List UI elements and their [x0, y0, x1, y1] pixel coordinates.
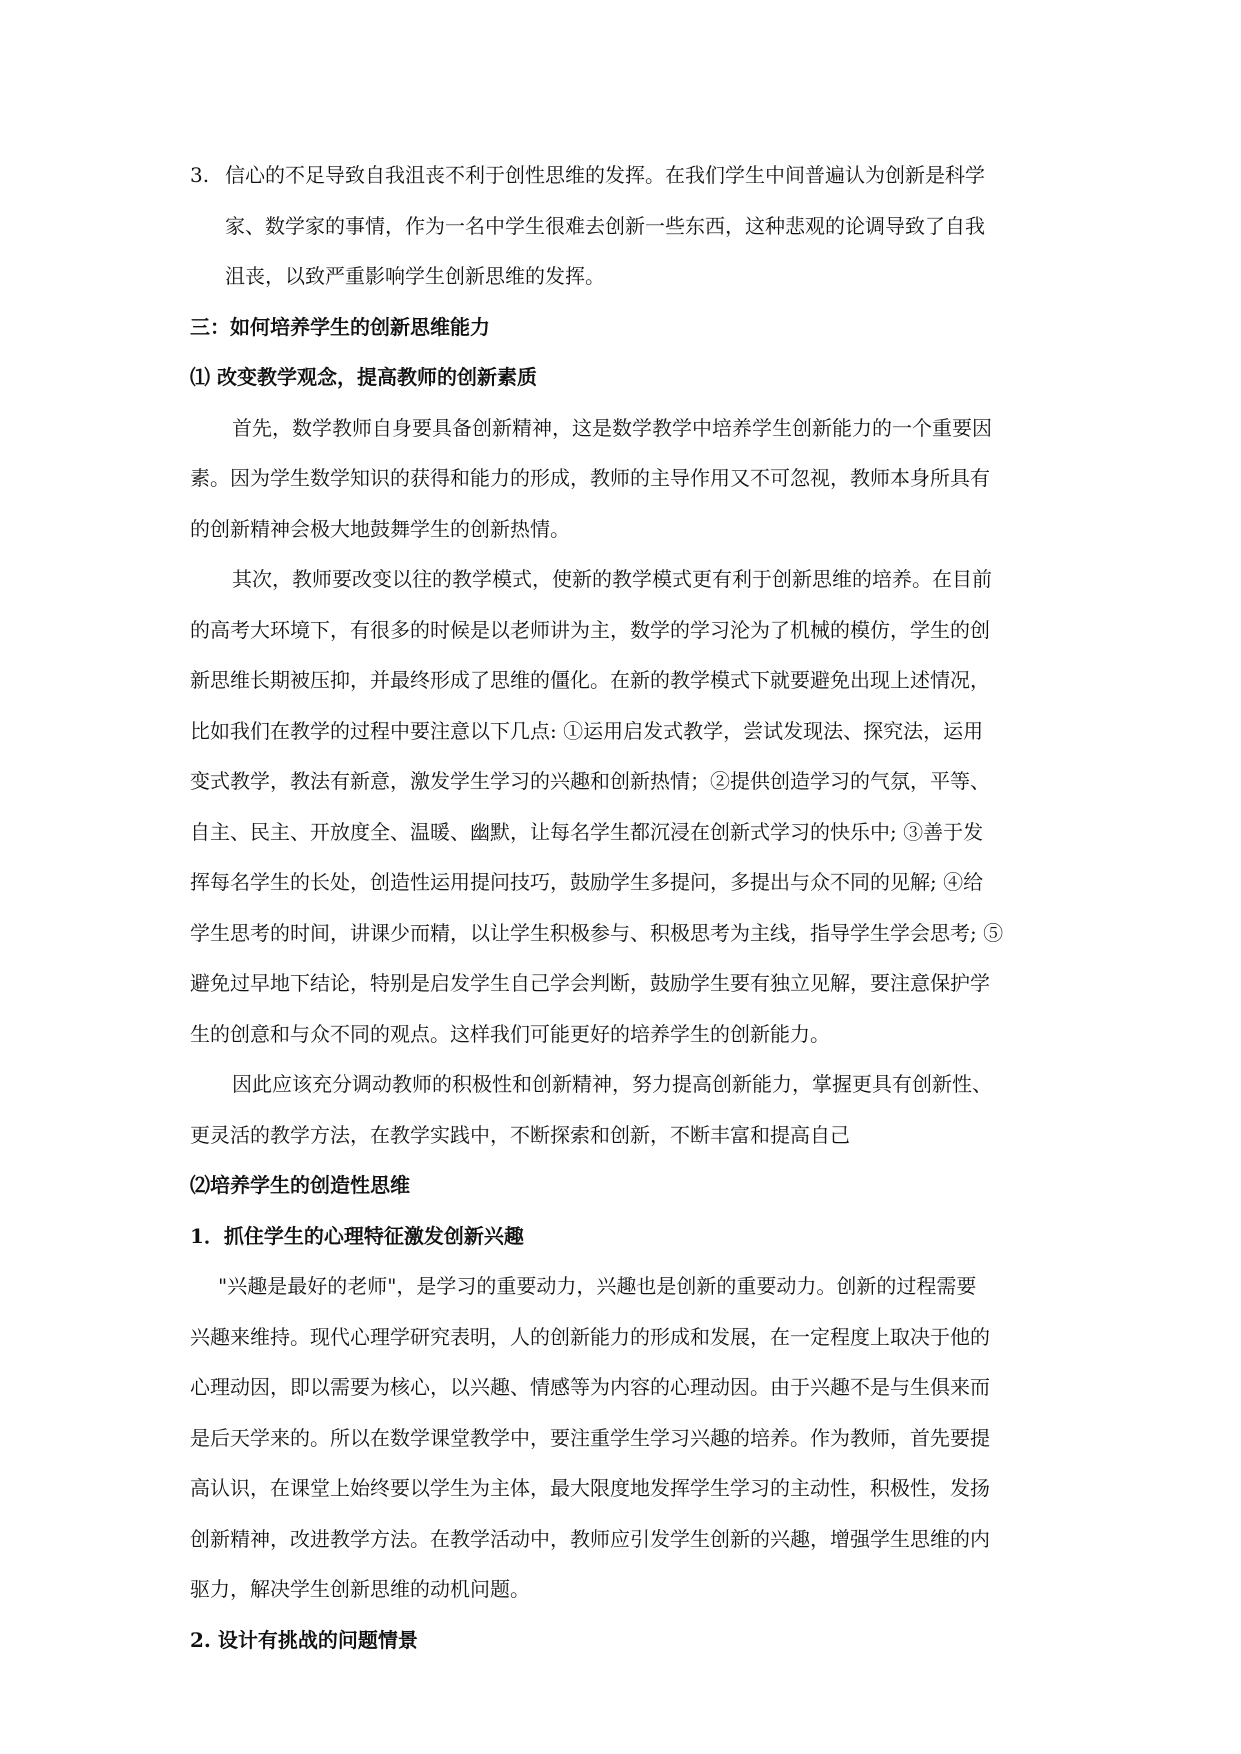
subsection-heading: ⑴ 改变教学观念，提高教师的创新素质	[190, 365, 537, 389]
list-item-3-line	[190, 158, 1050, 193]
document-body	[190, 158, 1050, 1673]
text-line: 家、数学家的事情，作为一名中学生很难去创新一些东西，这种悲观的论调导致了自我	[225, 213, 985, 238]
list-item-number: 3.	[190, 163, 210, 187]
paragraph-line: 心理动因，即以需要为核心，以兴趣、情感等为内容的心理动因。由于兴趣不是与生俱来而	[190, 1375, 990, 1399]
paragraph-line: 的创新精神会极大地鼓舞学生的创新热情。	[190, 516, 570, 541]
paragraph-line: 其次，教师要改变以往的教学模式，使新的教学模式更有利于创新思维的培养。在目前	[232, 567, 992, 591]
paragraph-line: 学生思考的时间，讲课少而精，以让学生积极参与、积极思考为主线，指导学生学会思考; ⑤	[190, 920, 1004, 945]
paragraph-line: 挥每名学生的长处，创造性运用提问技巧，鼓励学生多提问，多提出与众不同的见解; ④给	[190, 870, 984, 894]
paragraph-line: 生的创意和与众不同的观点。这样我们可能更好的培养学生的创新能力。	[190, 1021, 830, 1046]
paragraph-line: 变式教学，教法有新意，激发学生学习的兴趣和创新热情；②提供创造学习的气氛，平等、	[190, 769, 990, 793]
paragraph-line: 的高考大环境下，有很多的时候是以老师讲为主，数学的学习沦为了机械的模仿，学生的创	[190, 617, 990, 642]
paragraph-line: 新思维长期被压抑，并最终形成了思维的僵化。在新的教学模式下就要避免出现上述情况，	[190, 668, 990, 692]
paragraph-line: 高认识，在课堂上始终要以学生为主体，最大限度地发挥学生学习的主动性，积极性，发扬	[190, 1476, 990, 1500]
paragraph-line: 素。因为学生数学知识的获得和能力的形成，教师的主导作用又不可忽视，教师本身所具有	[190, 466, 990, 490]
paragraph-line: 驱力，解决学生创新思维的动机问题。	[190, 1577, 530, 1601]
paragraph-line: 自主、民主、开放度全、温暖、幽默，让每名学生都沉浸在创新式学习的快乐中; ③善于发	[190, 819, 984, 844]
paragraph-line: 首先，数学教师自身要具备创新精神，这是数学教学中培养学生创新能力的一个重要因	[232, 415, 992, 440]
paragraph-line: 因此应该充分调动教师的积极性和创新精神，努力提高创新能力，掌握更具有创新性、	[232, 1072, 992, 1096]
paragraph-line: 兴趣来维持。现代心理学研究表明，人的创新能力的形成和发展，在一定程度上取决于他的	[190, 1324, 990, 1349]
paragraph-line: 比如我们在教学的过程中要注意以下几点: ①运用启发式教学，尝试发现法、探究法，运用	[190, 718, 984, 743]
text-line: 信心的不足导致自我沮丧不利于创性思维的发挥。在我们学生中间普遍认为创新是科学	[225, 163, 985, 187]
paragraph-line: "兴趣是最好的老师"，是学习的重要动力，兴趣也是创新的重要动力。创新的过程需要	[218, 1274, 977, 1298]
paragraph-line: 更灵活的教学方法，在教学实践中，不断探索和创新，不断丰富和提高自己	[190, 1122, 850, 1147]
paragraph-line: 避免过早地下结论，特别是启发学生自己学会判断，鼓励学生要有独立见解，要注意保护学	[190, 971, 990, 995]
section-heading: 三：如何培养学生的创新思维能力	[190, 314, 490, 339]
paragraph-line: 创新精神，改进教学方法。在教学活动中，教师应引发学生创新的兴趣，增强学生思维的内	[190, 1526, 990, 1551]
subsection-heading: 2. 设计有挑战的问题情景	[190, 1627, 418, 1652]
text-line: 沮丧，以致严重影响学生创新思维的发挥。	[225, 264, 605, 288]
subsection-heading: 1．抓住学生的心理特征激发创新兴趣	[190, 1223, 524, 1248]
paragraph-line: 是后天学来的。所以在数学课堂教学中，要注重学生学习兴趣的培养。作为教师，首先要提	[190, 1425, 990, 1450]
subsection-heading: ⑵培养学生的创造性思维	[190, 1173, 410, 1197]
